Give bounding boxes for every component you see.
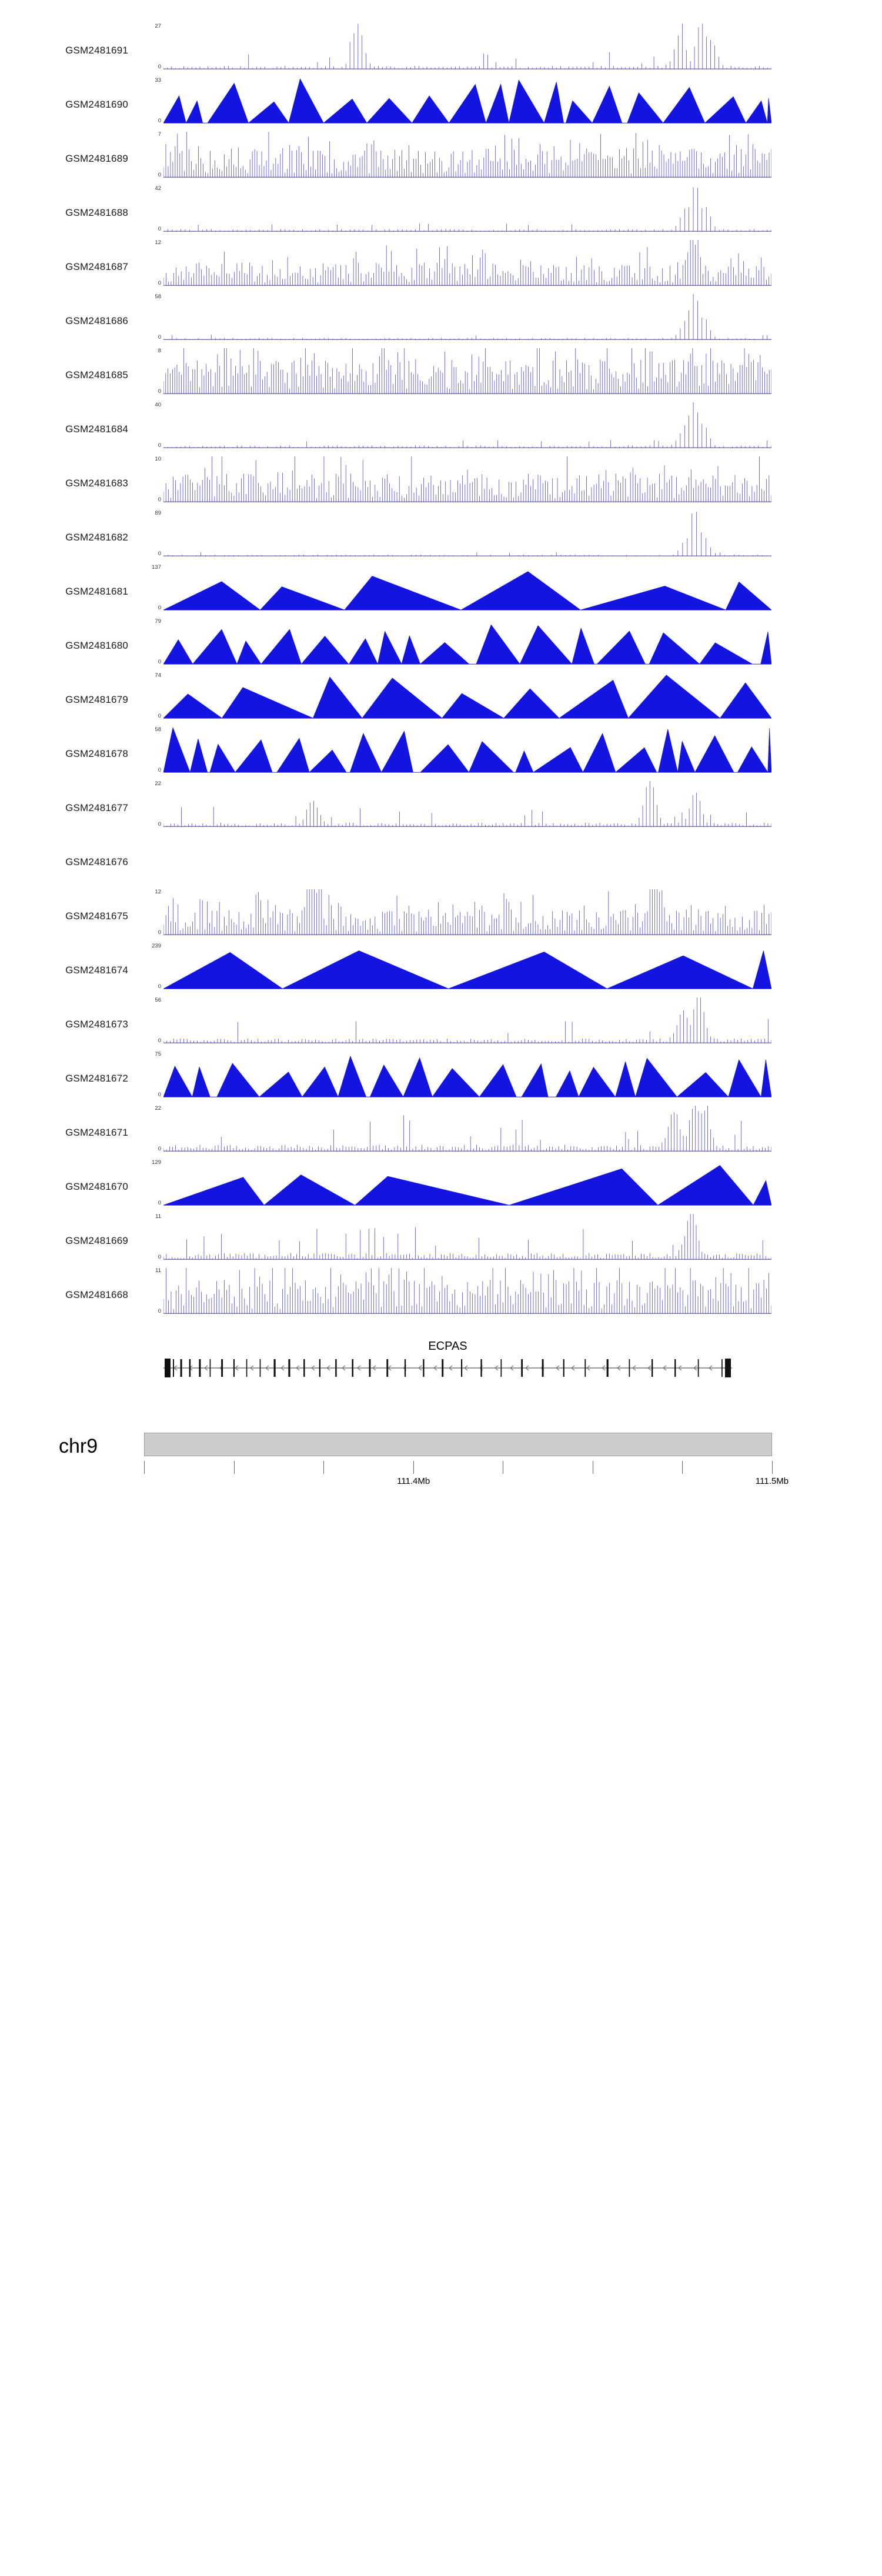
coverage-area xyxy=(163,1268,771,1313)
track-y-axis xyxy=(135,943,163,989)
track-row xyxy=(0,1160,882,1214)
track-row xyxy=(0,997,882,1052)
track-plot[interactable] xyxy=(163,943,771,989)
track-label[interactable]: GSM2481691 xyxy=(65,45,128,56)
axis-max-label: 12 xyxy=(155,889,161,895)
track-row xyxy=(0,402,882,456)
track-label[interactable]: GSM2481682 xyxy=(65,532,128,543)
coverage-area xyxy=(163,1052,771,1097)
track-plot[interactable] xyxy=(163,1106,771,1152)
axis-min-label: 0 xyxy=(158,550,161,557)
track-y-axis xyxy=(135,240,163,286)
track-plot[interactable] xyxy=(163,565,771,610)
axis-max-label: 11 xyxy=(155,1267,161,1274)
axis-max-label: 22 xyxy=(155,780,161,787)
coverage-area xyxy=(163,456,771,502)
track-label[interactable]: GSM2481673 xyxy=(65,1019,128,1030)
coverage-area xyxy=(163,619,771,664)
axis-tick xyxy=(234,1461,235,1474)
coverage-area xyxy=(163,943,771,989)
track-label[interactable]: GSM2481683 xyxy=(65,478,128,489)
track-row xyxy=(0,1052,882,1106)
track-row xyxy=(0,510,882,565)
track-label[interactable]: GSM2481669 xyxy=(65,1235,128,1246)
track-label[interactable]: GSM2481690 xyxy=(65,99,128,110)
track-label[interactable]: GSM2481685 xyxy=(65,369,128,381)
track-label[interactable]: GSM2481670 xyxy=(65,1181,128,1192)
track-plot[interactable] xyxy=(163,619,771,665)
track-plot[interactable] xyxy=(163,402,771,448)
track-y-axis xyxy=(135,619,163,665)
track-label[interactable]: GSM2481677 xyxy=(65,802,128,813)
track-plot[interactable] xyxy=(163,132,771,178)
track-plot[interactable] xyxy=(163,727,771,773)
track-y-axis xyxy=(135,565,163,610)
track-y-axis xyxy=(135,781,163,827)
axis-tick xyxy=(144,1461,145,1474)
coverage-area xyxy=(163,1214,771,1259)
axis-max-label: 58 xyxy=(155,293,161,300)
track-row xyxy=(0,889,882,943)
coverage-area xyxy=(163,240,771,285)
axis-min-label: 0 xyxy=(158,1145,161,1152)
track-plot[interactable] xyxy=(163,348,771,394)
track-plot[interactable] xyxy=(163,1052,771,1097)
track-y-axis xyxy=(135,1268,163,1314)
coverage-area xyxy=(163,294,771,339)
track-row xyxy=(0,132,882,186)
track-label[interactable]: GSM2481678 xyxy=(65,748,128,759)
track-y-axis xyxy=(135,348,163,394)
track-plot[interactable] xyxy=(163,997,771,1043)
track-plot[interactable] xyxy=(163,1160,771,1206)
track-label[interactable]: GSM2481668 xyxy=(65,1289,128,1300)
track-label[interactable]: GSM2481675 xyxy=(65,910,128,922)
axis-max-label: 27 xyxy=(155,23,161,29)
axis-max-label: 79 xyxy=(155,618,161,625)
coverage-area xyxy=(163,997,771,1043)
axis-tick-label: 111.4Mb xyxy=(397,1476,430,1486)
track-label[interactable]: GSM2481676 xyxy=(65,856,128,867)
track-row xyxy=(0,24,882,78)
track-row xyxy=(0,619,882,673)
gene-annotation-track xyxy=(0,1322,882,1410)
track-plot[interactable] xyxy=(163,186,771,232)
axis-min-label: 0 xyxy=(158,171,161,178)
axis-min-label: 0 xyxy=(158,388,161,395)
axis-max-label: 8 xyxy=(158,348,161,354)
track-label[interactable]: GSM2481689 xyxy=(65,153,128,164)
axis-min-label: 0 xyxy=(158,117,161,124)
track-row xyxy=(0,673,882,727)
coverage-area xyxy=(163,565,771,610)
track-label[interactable]: GSM2481680 xyxy=(65,640,128,651)
axis-max-label: 56 xyxy=(155,997,161,1003)
axis-min-label: 0 xyxy=(158,279,161,286)
axis-tick-label: 111.5Mb xyxy=(755,1476,789,1486)
axis-min-label: 0 xyxy=(158,63,161,70)
track-y-axis xyxy=(135,1160,163,1206)
track-row xyxy=(0,348,882,402)
axis-max-label: 11 xyxy=(155,1213,161,1220)
track-label[interactable]: GSM2481681 xyxy=(65,586,128,597)
coverage-area xyxy=(163,402,771,448)
coverage-area xyxy=(163,186,771,231)
track-y-axis xyxy=(135,456,163,502)
coverage-area xyxy=(163,1160,771,1205)
track-label[interactable]: GSM2481686 xyxy=(65,315,128,326)
axis-max-label: 12 xyxy=(155,239,161,246)
coverage-area xyxy=(163,132,771,177)
track-y-axis xyxy=(135,727,163,773)
axis-max-label: 42 xyxy=(155,185,161,192)
track-y-axis xyxy=(135,1214,163,1260)
track-plot[interactable] xyxy=(163,78,771,124)
track-row xyxy=(0,1106,882,1160)
axis-max-label: 7 xyxy=(158,131,161,138)
coverage-area xyxy=(163,78,771,123)
chromosome-ideogram-bar xyxy=(144,1433,772,1456)
track-row xyxy=(0,186,882,240)
axis-tick xyxy=(413,1461,414,1474)
axis-min-label: 0 xyxy=(158,1199,161,1206)
track-label[interactable]: GSM2481679 xyxy=(65,694,128,705)
track-y-axis xyxy=(135,1052,163,1097)
track-y-axis xyxy=(135,402,163,448)
track-y-axis xyxy=(135,24,163,69)
axis-tick xyxy=(323,1461,324,1474)
track-row xyxy=(0,294,882,348)
axis-min-label: 0 xyxy=(158,1253,161,1260)
axis-min-label: 0 xyxy=(158,496,161,503)
track-row xyxy=(0,1268,882,1322)
track-plot[interactable] xyxy=(163,1214,771,1260)
track-label[interactable]: GSM2481688 xyxy=(65,207,128,218)
track-y-axis xyxy=(135,132,163,178)
track-y-axis xyxy=(135,186,163,232)
axis-min-label: 0 xyxy=(158,333,161,341)
coverage-area xyxy=(163,727,771,772)
axis-max-label: 33 xyxy=(155,77,161,84)
track-plot[interactable] xyxy=(163,456,771,502)
track-list xyxy=(0,24,882,1322)
coverage-area xyxy=(163,781,771,826)
track-plot[interactable] xyxy=(163,24,771,69)
track-label[interactable]: GSM2481671 xyxy=(65,1127,128,1138)
track-plot[interactable] xyxy=(163,781,771,827)
track-plot[interactable] xyxy=(163,1268,771,1314)
axis-min-label: 0 xyxy=(158,604,161,611)
track-plot[interactable] xyxy=(163,294,771,340)
axis-min-label: 0 xyxy=(158,766,161,773)
track-row xyxy=(0,78,882,132)
track-label[interactable]: GSM2481674 xyxy=(65,965,128,976)
track-y-axis xyxy=(135,835,163,881)
chromosome-label: chr9 xyxy=(59,1435,98,1457)
axis-min-label: 0 xyxy=(158,1307,161,1314)
axis-max-label: 40 xyxy=(155,402,161,408)
coverage-area xyxy=(163,889,771,935)
axis-max-label: 239 xyxy=(152,943,161,949)
coverage-area xyxy=(163,348,771,393)
track-y-axis xyxy=(135,1106,163,1152)
axis-min-label: 0 xyxy=(158,442,161,449)
track-row xyxy=(0,781,882,835)
gene-label: ECPAS xyxy=(428,1340,467,1353)
track-row xyxy=(0,1214,882,1268)
track-plot[interactable] xyxy=(163,240,771,286)
track-y-axis xyxy=(135,510,163,556)
track-y-axis xyxy=(135,78,163,124)
track-plot[interactable] xyxy=(163,510,771,556)
axis-min-label: 0 xyxy=(158,820,161,827)
coverage-area xyxy=(163,510,771,556)
axis-min-label: 0 xyxy=(158,983,161,990)
track-y-axis xyxy=(135,889,163,935)
axis-tick xyxy=(772,1461,773,1474)
axis-min-label: 0 xyxy=(158,1037,161,1044)
coverage-area xyxy=(163,673,771,718)
axis-max-label: 75 xyxy=(155,1051,161,1057)
track-row xyxy=(0,943,882,997)
track-label[interactable]: GSM2481687 xyxy=(65,261,128,272)
gene-model-svg xyxy=(0,1322,882,1410)
axis-max-label: 58 xyxy=(155,726,161,733)
track-label[interactable]: GSM2481672 xyxy=(65,1073,128,1084)
chromosome-axis xyxy=(0,1410,882,1499)
track-row xyxy=(0,727,882,781)
track-row xyxy=(0,240,882,294)
track-y-axis xyxy=(135,997,163,1043)
coverage-area xyxy=(163,1106,771,1151)
axis-max-label: 10 xyxy=(155,456,161,462)
axis-max-label: 129 xyxy=(152,1159,161,1166)
axis-max-label: 137 xyxy=(152,564,161,570)
axis-min-label: 0 xyxy=(158,658,161,665)
axis-min-label: 0 xyxy=(158,225,161,232)
track-row xyxy=(0,565,882,619)
track-row xyxy=(0,835,882,889)
axis-max-label: 22 xyxy=(155,1105,161,1112)
axis-min-label: 0 xyxy=(158,712,161,719)
coverage-area xyxy=(163,24,771,69)
axis-min-label: 0 xyxy=(158,929,161,936)
track-plot[interactable] xyxy=(163,889,771,935)
track-plot[interactable] xyxy=(163,835,771,881)
track-label[interactable]: GSM2481684 xyxy=(65,423,128,435)
axis-max-label: 74 xyxy=(155,672,161,679)
axis-min-label: 0 xyxy=(158,1091,161,1098)
track-y-axis xyxy=(135,673,163,719)
axis-tick xyxy=(682,1461,683,1474)
track-row xyxy=(0,456,882,510)
axis-max-label: 89 xyxy=(155,510,161,516)
track-plot[interactable] xyxy=(163,673,771,719)
track-y-axis xyxy=(135,294,163,340)
